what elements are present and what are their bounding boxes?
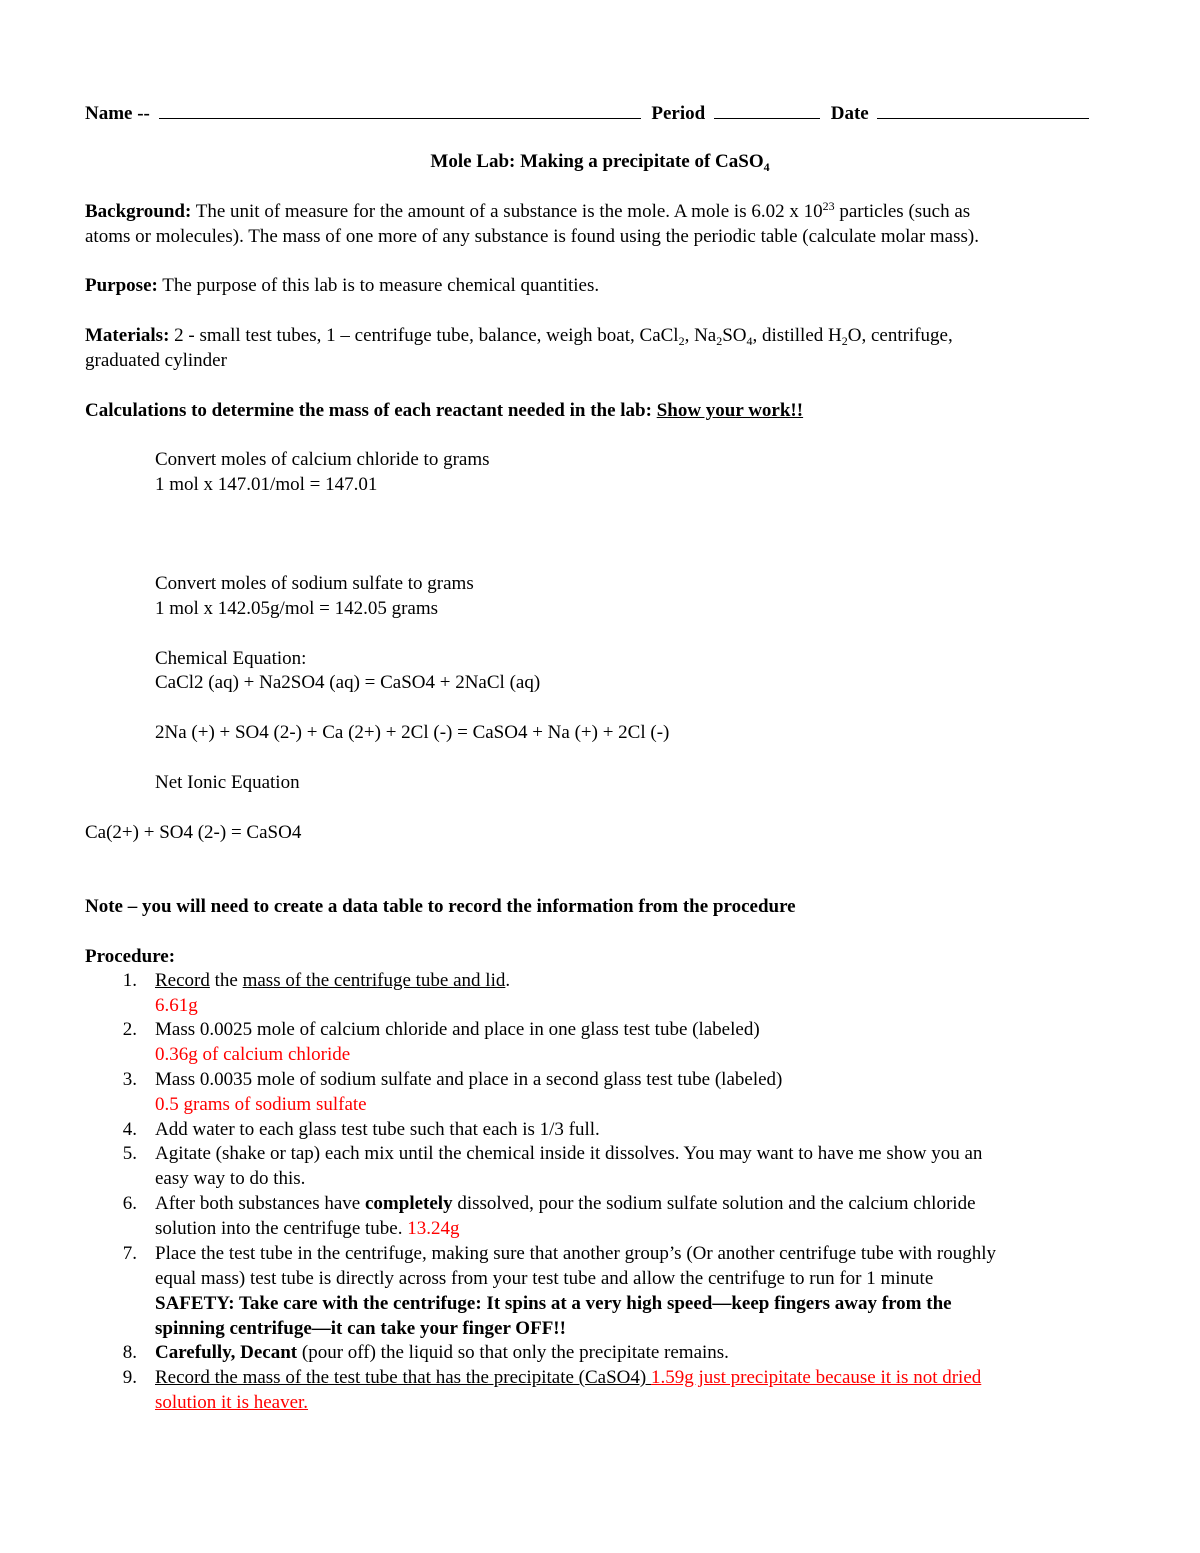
step-4: Add water to each glass test tube such that each is 1/3 full.: [155, 1119, 600, 1140]
step-7-safety-2: spinning centrifuge—it can take your finger OFF!!: [155, 1318, 566, 1339]
step-5-line-2: easy way to do this.: [155, 1168, 306, 1189]
step-3-answer: 0.5 grams of sodium sulfate: [155, 1094, 367, 1115]
step-2-answer: 0.36g of calcium chloride: [155, 1044, 351, 1065]
step-7-line-1: Place the test tube in the centrifuge, making sure that another group’s (Or another centrifuge tube with roughly: [155, 1243, 997, 1264]
background-line-1: [85, 199, 970, 224]
na2so4-heading: Convert moles of sodium sulfate to grams: [155, 573, 474, 594]
step-9-text: Record the mass of the test tube that has the precipitate (CaSO4): [155, 1367, 651, 1388]
purpose-text: The purpose of this lab is to measure chemical quantities.: [157, 275, 600, 296]
header-row: [85, 100, 1089, 126]
materials-t1: 2 - small test tubes, 1 – centrifuge tube, balance, weigh boat, CaCl: [169, 325, 679, 346]
background-text-2: particles (such as: [834, 201, 971, 222]
period-label: Period: [651, 103, 706, 124]
net-ionic-label: Net Ionic Equation: [155, 772, 300, 793]
procedure-label: Procedure:: [85, 946, 176, 967]
step-2: [155, 1017, 1120, 1067]
title-text: Mole Lab: Making a precipitate of CaSO: [430, 151, 764, 172]
na2so4-calc: 1 mol x 142.05g/mol = 142.05 grams: [155, 598, 439, 619]
step-2-text: Mass 0.0025 mole of calcium chloride and place in one glass test tube (labeled): [155, 1019, 760, 1040]
step-5: [155, 1141, 1120, 1191]
step-3: [155, 1067, 1120, 1117]
note-text: Note – you will need to create a data table to record the information from the procedure: [85, 896, 796, 917]
materials-s2: 2: [716, 334, 723, 348]
materials-t5: O, centrifuge,: [847, 325, 953, 346]
step-6: [155, 1191, 1120, 1241]
step-7: [155, 1241, 1120, 1341]
chem-eq-label: Chemical Equation:: [155, 648, 307, 669]
step-6-c: dissolved, pour the sodium sulfate solution and the calcium chloride: [452, 1193, 976, 1214]
step-number-8: 8.: [122, 1342, 137, 1363]
date-label: Date: [830, 103, 869, 124]
materials-label: Materials:: [85, 325, 170, 346]
step-9: [155, 1365, 1120, 1415]
step-7-safety-1: SAFETY: Take care with the centrifuge: It spins at a very high speed—keep fingers away from the: [155, 1293, 952, 1314]
step-3-text: Mass 0.0035 mole of sodium sulfate and place in a second glass test tube (labeled): [155, 1069, 783, 1090]
step-number-4: 4.: [122, 1119, 137, 1140]
calculations-heading: [85, 398, 803, 423]
step-7-line-2: equal mass) test tube is directly across from your test tube and allow the centrifuge to run for 1 minute: [155, 1268, 934, 1289]
background-label: Background:: [85, 201, 192, 222]
step-6-completely: completely: [365, 1193, 453, 1214]
materials-t3: SO: [722, 325, 747, 346]
date-blank[interactable]: [877, 100, 1089, 119]
background-exponent: 23: [822, 199, 835, 213]
period-blank[interactable]: [714, 100, 820, 119]
step-number-5: 5.: [122, 1143, 137, 1164]
name-label: Name --: [85, 103, 150, 124]
step-9-answer-1: 1.59g just precipitate because it is not dried: [650, 1367, 982, 1388]
purpose-label: Purpose:: [85, 275, 158, 296]
name-blank[interactable]: [159, 100, 641, 119]
step-1: [155, 968, 1120, 1018]
step-6-a: After both substances have: [155, 1193, 365, 1214]
step-8: [155, 1340, 1120, 1365]
ionic-eq: 2Na (+) + SO4 (2-) + Ca (2+) + 2Cl (-) = CaSO4 + Na (+) + 2Cl (-): [155, 722, 670, 743]
step-1-the: the: [209, 970, 243, 991]
step-1-record: Record: [155, 970, 210, 991]
materials-t2: , Na: [684, 325, 717, 346]
calculations-heading-text: Calculations to determine the mass of each reactant needed in the lab:: [85, 400, 657, 421]
title-subscript: 4: [763, 160, 770, 174]
background-text-1: The unit of measure for the amount of a substance is the mole. A mole is 6.02 x 10: [195, 201, 823, 222]
step-1-answer: 6.61g: [155, 995, 198, 1016]
step-8-bold: Carefully, Decant: [155, 1342, 298, 1363]
step-number-3: 3.: [122, 1069, 137, 1090]
show-work-text: Show your work!!: [656, 400, 804, 421]
net-ionic-eq: Ca(2+) + SO4 (2-) = CaSO4: [85, 822, 302, 843]
step-1-mass: mass of the centrifuge tube and lid: [242, 970, 506, 991]
step-number-9: 9.: [122, 1367, 137, 1388]
cacl2-heading: Convert moles of calcium chloride to grams: [155, 449, 490, 470]
step-6-answer: 13.24g: [407, 1218, 460, 1239]
step-9-answer-2: solution it is heaver.: [155, 1392, 309, 1413]
step-6-line-2: solution into the centrifuge tube.: [155, 1218, 408, 1239]
materials-s4: 2: [841, 334, 848, 348]
step-number-7: 7.: [122, 1243, 137, 1264]
step-1-period: .: [505, 970, 511, 991]
materials-s3: 4: [746, 334, 753, 348]
page-title: [0, 149, 1200, 174]
step-number-6: 6.: [122, 1193, 137, 1214]
chem-eq: CaCl2 (aq) + Na2SO4 (aq) = CaSO4 + 2NaCl (aq): [155, 672, 541, 693]
cacl2-calc: 1 mol x 147.01/mol = 147.01: [155, 474, 378, 495]
materials-line-1: [85, 323, 953, 348]
materials-line-2: graduated cylinder: [85, 350, 227, 371]
purpose-line: [85, 273, 599, 298]
step-number-2: 2.: [122, 1019, 137, 1040]
materials-t4: , distilled H: [752, 325, 842, 346]
background-line-2: atoms or molecules). The mass of one more of any substance is found using the periodic table (calculate molar mass).: [85, 226, 979, 247]
step-5-line-1: Agitate (shake or tap) each mix until the chemical inside it dissolves. You may want to have me show you an: [155, 1143, 983, 1164]
step-number-1: 1.: [122, 970, 137, 991]
materials-s1: 2: [678, 334, 685, 348]
step-8-text: (pour off) the liquid so that only the precipitate remains.: [297, 1342, 729, 1363]
